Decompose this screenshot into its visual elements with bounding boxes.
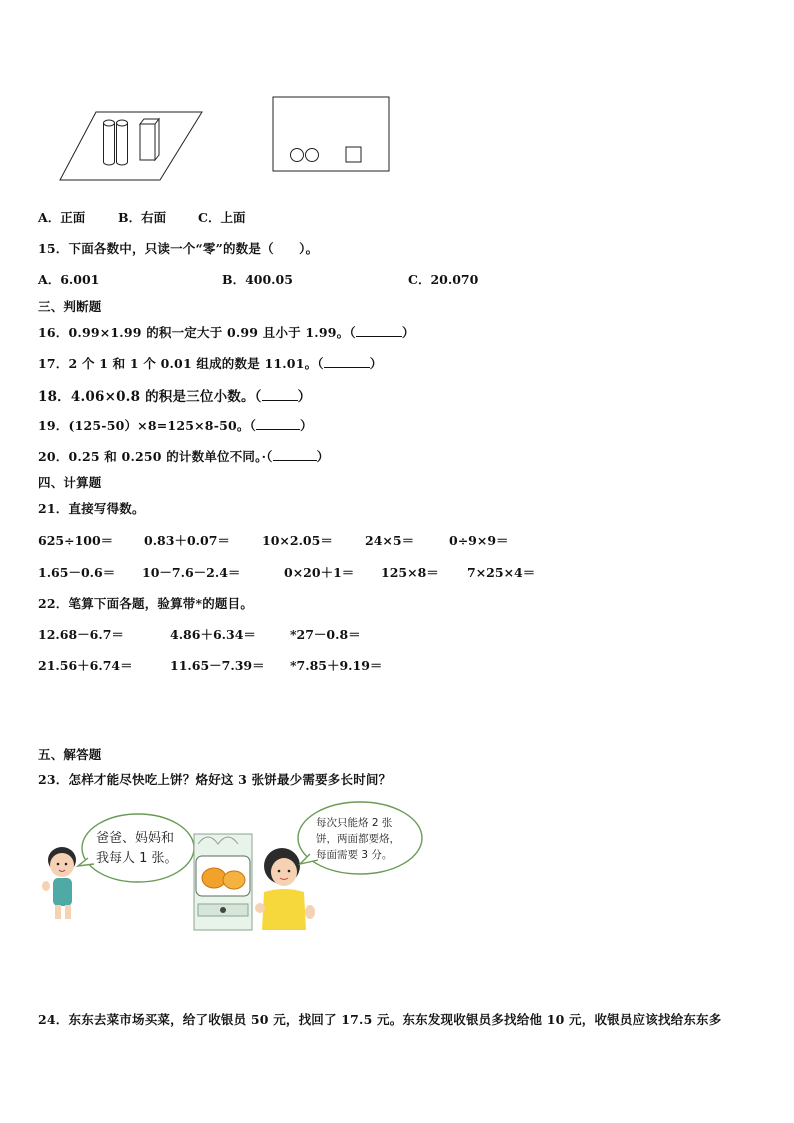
q24-question: 24．东东去菜市场买菜，给了收银员 50 元，找回了 17.5 元。东东发现收银员多找给他 10 元，收银员应该找给东东多	[38, 1012, 722, 1027]
q22-item: 4.86＋6.34＝	[170, 627, 256, 642]
cylinder-2	[117, 120, 128, 165]
view-frame	[273, 97, 389, 171]
answer-blank[interactable]	[262, 389, 298, 401]
q22-item: *7.85＋9.19＝	[290, 658, 383, 673]
judge-18-close: ）	[297, 389, 312, 405]
q15-option-a: A．6.001	[38, 272, 100, 287]
judge-18-text: 18．4.06×0.8 的积是三位小数。（	[38, 389, 262, 405]
view-circle-1	[291, 149, 304, 162]
judge-20-close: ）	[316, 449, 330, 464]
q15-option-c: C．20.070	[408, 272, 479, 287]
q14-view-figure	[272, 96, 392, 174]
judge-19-close: ）	[300, 418, 313, 433]
boy-bubble-line-2: 我每人 1 张。	[96, 851, 178, 866]
q21-item: 125×8＝	[381, 565, 439, 580]
q21-item: 24×5＝	[365, 533, 415, 548]
q14-option-b: B．右面	[118, 210, 167, 225]
judge-17	[38, 354, 382, 372]
q15-question: 15．下面各数中，只读一个“零”的数是（ ）。	[38, 241, 319, 256]
answer-blank[interactable]	[273, 449, 317, 461]
q22-item: 11.65－7.39＝	[170, 658, 265, 673]
q14-object-figure	[56, 108, 206, 184]
stove-with-pan	[194, 834, 252, 930]
judge-16-close: ）	[401, 325, 415, 340]
judge-19-text: 19．(125-50）×8=125×8-50。（	[38, 418, 257, 433]
q21-question: 21．直接写得数。	[38, 501, 145, 516]
judge-16	[38, 323, 415, 341]
q22-item: 21.56＋6.74＝	[38, 658, 133, 673]
boy-bubble-line-1: 爸爸、妈妈和	[96, 831, 175, 846]
q21-item: 1.65－0.6＝	[38, 565, 116, 580]
q21-item: 10－7.6－2.4＝	[142, 565, 241, 580]
judge-19	[38, 416, 313, 434]
q15-option-b: B．400.05	[222, 272, 293, 287]
q23-illustration	[38, 800, 438, 935]
boy-figure	[42, 847, 76, 919]
q22-question: 22．笔算下面各题，验算带*的题目。	[38, 596, 254, 611]
section-4-title: 四、计算题	[38, 475, 102, 490]
answer-blank[interactable]	[356, 325, 402, 337]
mom-bubble-line-3: 每面需要 3 分。	[316, 849, 393, 861]
cylinder-1	[104, 120, 115, 165]
q21-item: 625÷100＝	[38, 533, 114, 548]
mom-speech-bubble	[298, 802, 422, 874]
judge-20	[38, 447, 329, 465]
mom-bubble-line-1: 每次只能烙 2 张	[316, 817, 393, 829]
q21-item: 0×20＋1＝	[284, 565, 355, 580]
q14-option-a: A．正面	[38, 210, 86, 225]
q21-item: 0.83＋0.07＝	[144, 533, 230, 548]
q14-option-c: C．上面	[198, 210, 246, 225]
q21-item: 0÷9×9＝	[449, 533, 509, 548]
judge-16-text: 16．0.99×1.99 的积一定大于 0.99 且小于 1.99。（	[38, 325, 356, 340]
judge-18	[38, 385, 311, 405]
view-square	[346, 147, 361, 162]
view-circle-2	[306, 149, 319, 162]
boy-speech-bubble	[78, 814, 194, 882]
answer-blank[interactable]	[256, 418, 300, 430]
table-surface-parallelogram	[60, 112, 202, 180]
q22-item: *27－0.8＝	[290, 627, 361, 642]
q21-item: 7×25×4＝	[467, 565, 536, 580]
judge-17-text: 17．2 个 1 和 1 个 0.01 组成的数是 11.01。（	[38, 356, 324, 371]
judge-17-close: ）	[369, 356, 383, 371]
cuboid	[140, 119, 159, 160]
mom-bubble-line-2: 饼，两面都要烙，	[316, 833, 400, 845]
answer-blank[interactable]	[324, 356, 370, 368]
q21-item: 10×2.05＝	[262, 533, 333, 548]
section-5-title: 五、解答题	[38, 747, 102, 762]
section-3-title: 三、判断题	[38, 299, 102, 314]
q23-question: 23．怎样才能尽快吃上饼？烙好这 3 张饼最少需要多长时间？	[38, 772, 392, 787]
q22-item: 12.68－6.7＝	[38, 627, 124, 642]
judge-20-text: 20．0.25 和 0.250 的计数单位不同。·（	[38, 449, 273, 464]
